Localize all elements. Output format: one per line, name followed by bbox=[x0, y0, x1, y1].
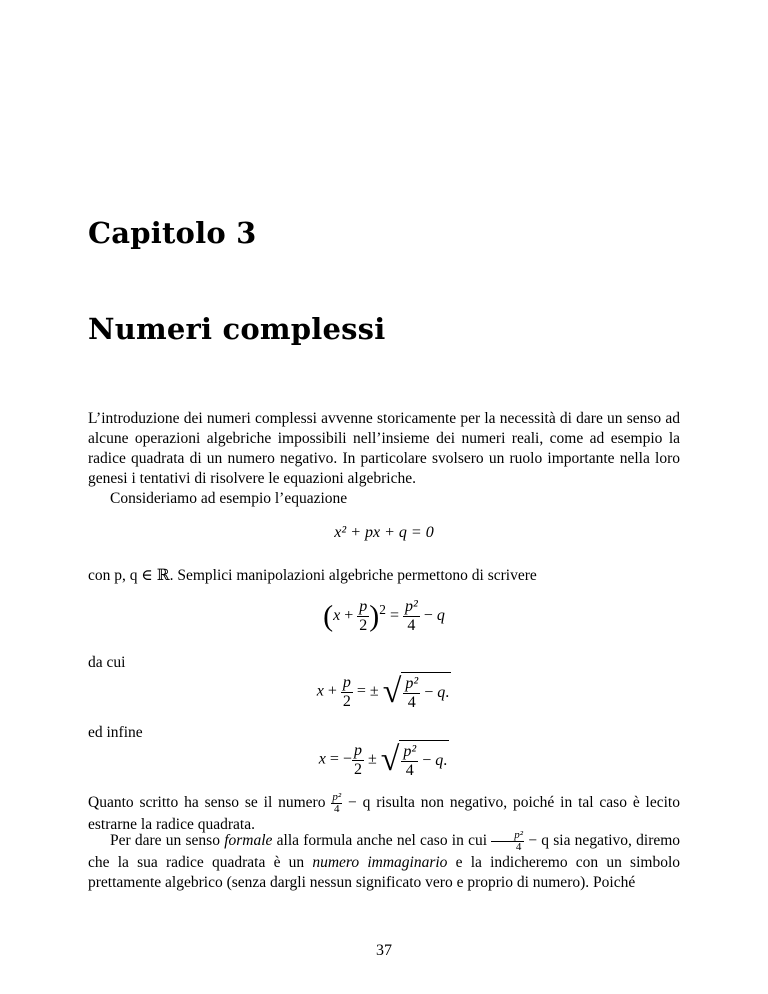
equation-quadratic-text: x² + px + q = 0 bbox=[334, 524, 434, 541]
paragraph-intro bbox=[88, 409, 680, 489]
paragraph-meaning: Quanto scritto ha senso se il numero $\frac{\text{p²}}{4}$ − q risulta non negativo, poiché in tal caso è lecito estrarne la radice quadrata. bbox=[88, 791, 680, 833]
paragraph-consider bbox=[88, 489, 680, 509]
equation-root: x + $\frac{p}{2}$ = ± √ $\frac{\text{p²}}{4}$ − q. bbox=[316, 673, 450, 711]
chapter-title: Numeri complessi bbox=[88, 312, 386, 346]
paragraph-manipulations bbox=[88, 566, 680, 586]
paragraph-intro-text: L’introduzione dei numeri complessi avvenne storicamente per la necessità di dare un senso ad alcune operazioni algebriche impossibili nell’insieme dei numeri reali, come ad esempio la radice quadrata di un numero negativo. In particolare svolsero un ruolo importante nella loro genesi i tentativi di risolvere le equazioni algebriche. bbox=[88, 410, 680, 487]
chapter-number: Capitolo 3 bbox=[88, 216, 257, 250]
paragraph-formal: Per dare un senso formale alla formula anche nel caso in cui $\frac{\text{p²}}{4}$ − q sia negativo, diremo che la sua radice quadrata è un numero immaginario e la indicheremo con un simbolo prettamente algebrico (senza dargli nessun significato vero e proprio di numero). Poiché bbox=[88, 829, 681, 891]
paragraph-manipulations-text: con p, q ∈ ℝ. Semplici manipolazioni algebriche permettono di scrivere bbox=[88, 567, 537, 584]
page-number: 37 bbox=[376, 942, 392, 959]
label-da-cui: da cui bbox=[88, 654, 126, 671]
label-ed-infine: ed infine bbox=[88, 724, 143, 741]
paragraph-consider-text: Consideriamo ad esempio l’equazione bbox=[110, 490, 348, 507]
equation-square: (x + $\frac{p}{2}$ )$^2$ = $\frac{\text{p²}}{4}$ − q bbox=[323, 598, 445, 634]
equation-quadratic bbox=[88, 523, 680, 543]
equation-solution: x = − $\frac{p}{2}$ ± √ $\frac{\text{p²}}{4}$ − q. bbox=[318, 741, 448, 779]
